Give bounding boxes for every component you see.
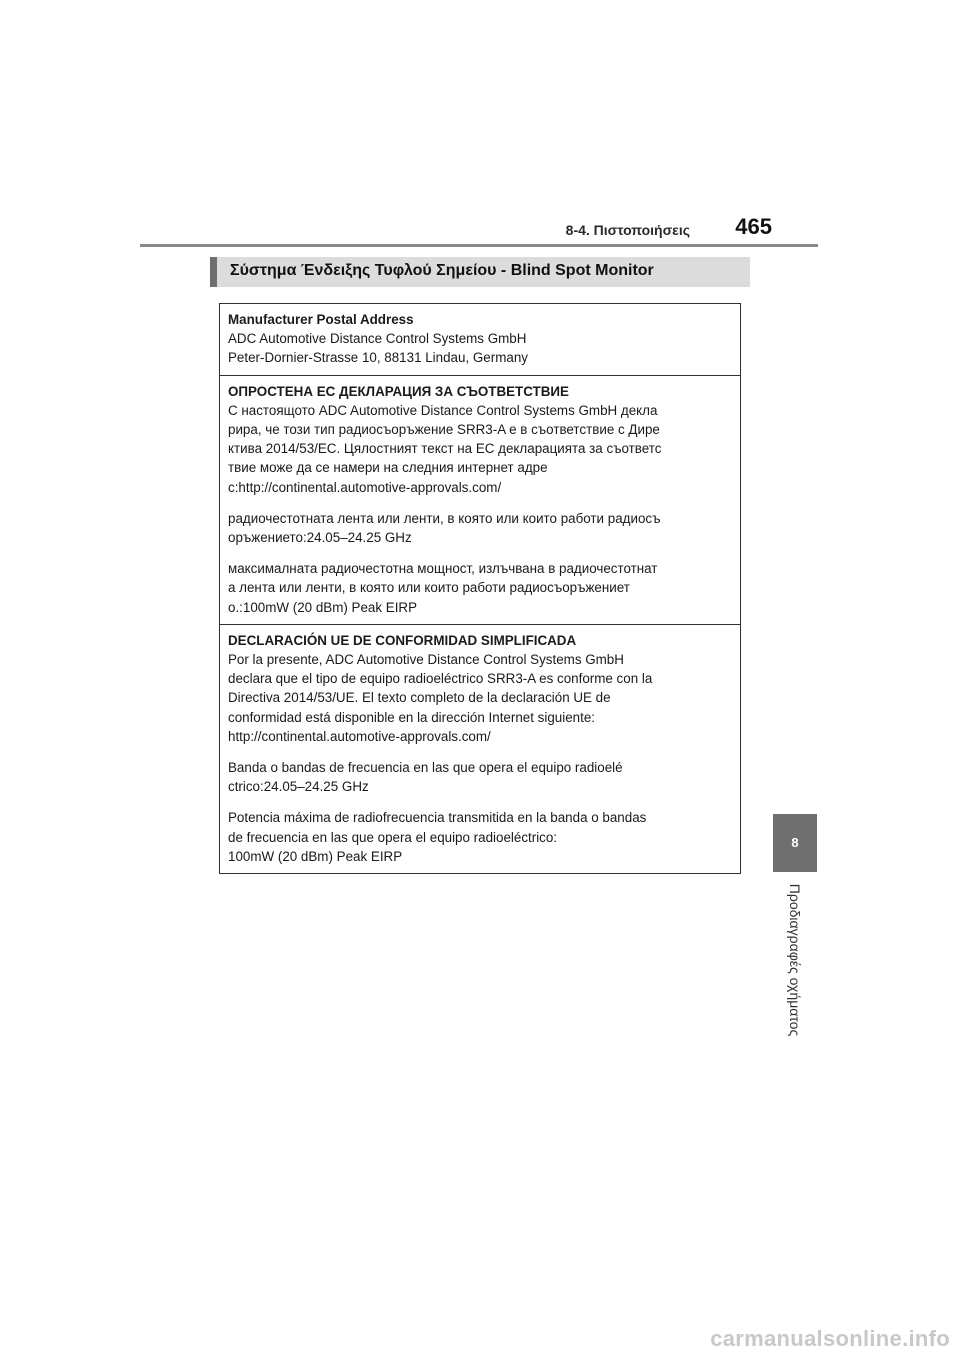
text-line: Banda o bandas de frecuencia en las que opera el equipo radioelé	[228, 760, 623, 776]
text-line: 100mW (20 dBm) Peak EIRP	[228, 848, 403, 864]
text-line: о.:100mW (20 dBm) Peak EIRP	[228, 599, 418, 615]
chapter-label: Προδιαγραφές οχήματος	[787, 883, 803, 1037]
text-line: Peter-Dornier-Strasse 10, 88131 Lindau, Germany	[228, 350, 528, 366]
page-header	[0, 212, 780, 246]
text-line: declara que el tipo de equipo radioeléctrico SRR3-A es conforme con la	[228, 671, 653, 687]
text-line: С настоящото ADC Automotive Distance Control Systems GmbH декла	[228, 402, 658, 418]
cell-title: ОПРОСТЕНА ЕС ДЕКЛАРАЦИЯ ЗА СЪОТВЕТСТВИЕ	[228, 383, 569, 399]
paragraph-gap	[228, 497, 732, 509]
text-line: твие може да се намери на следния интернет адре	[228, 460, 548, 476]
section-title-bar	[210, 257, 750, 287]
declaration-cell	[220, 376, 740, 625]
paragraph-gap	[228, 547, 732, 559]
text-line: ctrico:24.05–24.25 GHz	[228, 779, 369, 795]
watermark: carmanualsonline.info	[710, 1326, 950, 1351]
declaration-cell	[220, 625, 740, 873]
text-line: http://continental.automotive-approvals.com/	[228, 728, 491, 744]
declaration-cell	[220, 304, 740, 376]
text-line: оръжението:24.05–24.25 GHz	[228, 530, 412, 546]
text-line: а лента или ленти, в която или които работи радиосъоръжениет	[228, 580, 630, 596]
text-line: ADC Automotive Distance Control Systems GmbH	[228, 331, 527, 347]
text-line: Potencia máxima de radiofrecuencia transmitida en la banda o bandas	[228, 810, 647, 826]
text-line: Directiva 2014/53/UE. El texto completo de la declaración UE de	[228, 690, 611, 706]
page-number: 465	[735, 214, 772, 239]
cell-title: DECLARACIÓN UE DE CONFORMIDAD SIMPLIFICADA	[228, 632, 577, 648]
section-label: 8-4. Πιστοποιήσεις	[565, 222, 690, 238]
chapter-tab: 8	[773, 814, 817, 872]
text-line: максималната радиочестотна мощност, излъчвана в радиочестотнат	[228, 561, 658, 577]
text-line: рира, че този тип радиосъоръжение SRR3-A е в съответствие с Дире	[228, 422, 660, 438]
text-line: радиочестотната лента или ленти, в която или които работи радиосъ	[228, 510, 661, 526]
cell-title: Manufacturer Postal Address	[228, 312, 414, 327]
declaration-table	[219, 303, 741, 874]
text-line: de frecuencia en las que opera el equipo radioeléctrico:	[228, 829, 558, 845]
text-line: Por la presente, ADC Automotive Distance Control Systems GmbH	[228, 652, 624, 668]
paragraph-gap	[228, 796, 732, 808]
section-title: Σύστημα Ένδειξης Τυφλού Σημείου - Blind Spot Monitor	[230, 262, 654, 279]
header-divider	[140, 244, 818, 247]
text-line: ктива 2014/53/ЕС. Цялостният текст на ЕС декларацията за съответс	[228, 441, 662, 457]
text-line: conformidad está disponible en la dirección Internet siguiente:	[228, 709, 595, 725]
text-line: c:http://continental.automotive-approvals.com/	[228, 479, 502, 495]
paragraph-gap	[228, 746, 732, 758]
